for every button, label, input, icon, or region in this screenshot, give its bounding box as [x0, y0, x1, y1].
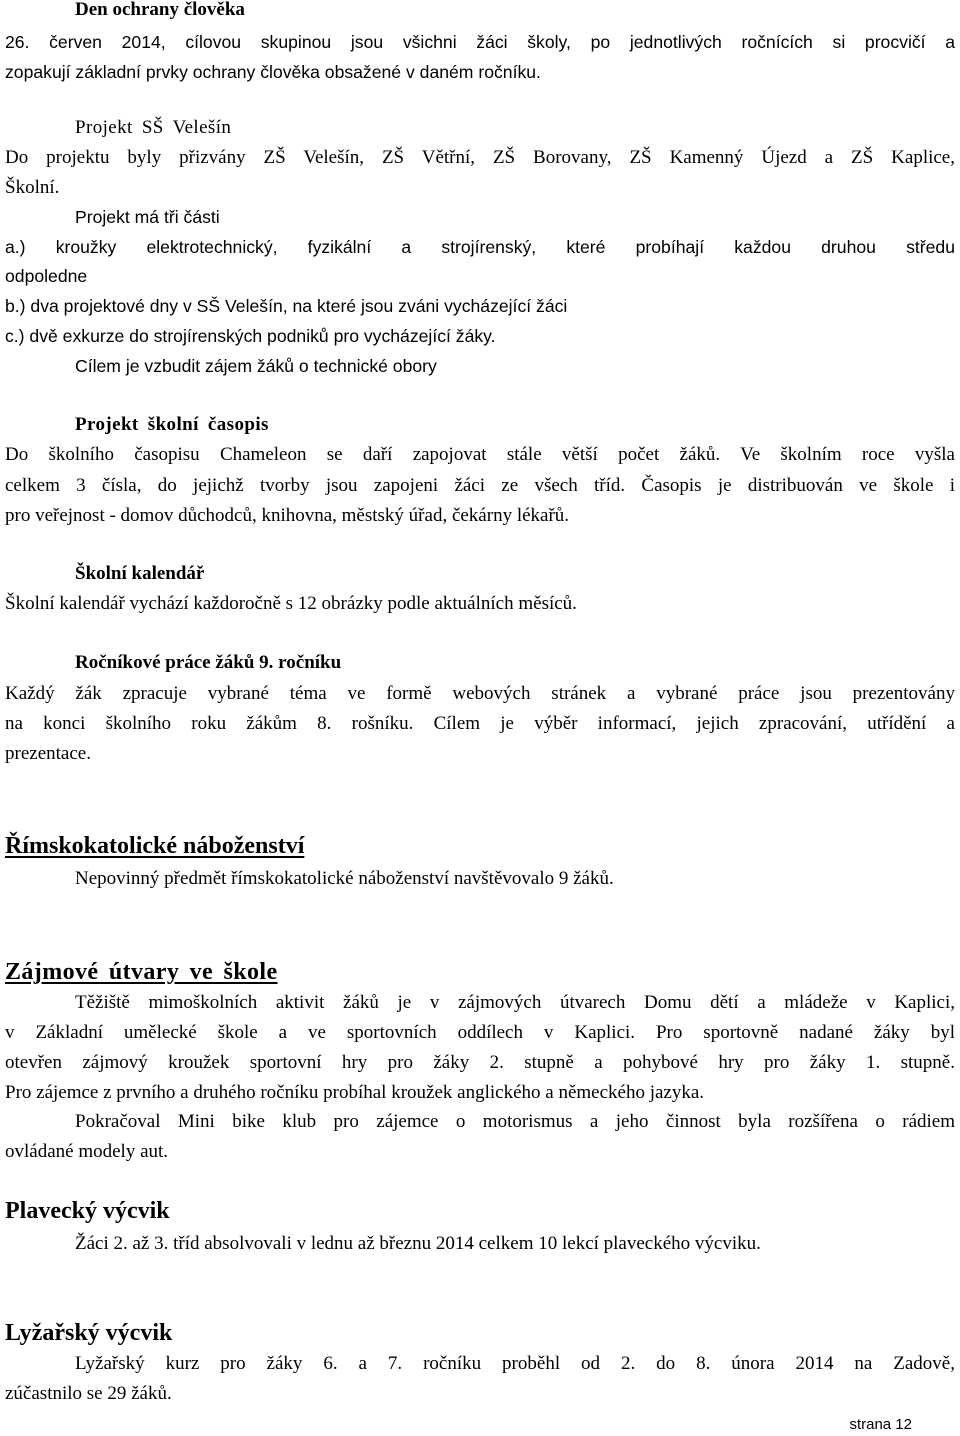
- heading-lyzarsky: Lyžařský výcvik: [5, 1320, 173, 1346]
- zajmove-line-2: v Základní umělecké škole a ve sportovních oddílech v Kaplici. Pro sportovně nadané žáky byl: [5, 1022, 955, 1043]
- heading-projekt-ss: Projekt SŠ Velešín: [75, 117, 232, 138]
- rocnikove-line-2: na konci školního roku žákům 8. rošníku. Cílem je výběr informací, jejich zpracování, utřídění a: [5, 713, 955, 734]
- projekt-ss-line-2: Školní.: [5, 177, 60, 198]
- projekt-part-b: b.) dva projektové dny v SŠ Velešín, na které jsou zváni vycházející žáci: [5, 296, 568, 316]
- projekt-part-c: c.) dvě exkurze do strojírenských podniků pro vycházející žáky.: [5, 326, 496, 346]
- lyzarsky-line-2: zúčastnilo se 29 žáků.: [5, 1383, 172, 1404]
- zajmove-line-3: otevřen zájmový kroužek sportovní hry pro žáky 2. stupně a pohybové hry pro žáky 1. stupně.: [5, 1052, 955, 1073]
- projekt-part-a-line-1: a.) kroužky elektrotechnický, fyzikální a strojírenský, které probíhají každou druhou středu: [5, 237, 955, 257]
- zajmove-line-6: ovládané modely aut.: [5, 1141, 169, 1162]
- zajmove-line-4: Pro zájemce z prvního a druhého ročníku probíhal kroužek anglického a německého jazyka.: [5, 1082, 705, 1103]
- den-ochrany-line-1: 26. červen 2014, cílovou skupinou jsou všichni žáci školy, po jednotlivých ročnících si procvičí a: [5, 32, 955, 52]
- rocnikove-line-3: prezentace.: [5, 743, 91, 764]
- page-number: strana 12: [849, 1416, 912, 1433]
- casopis-line-3: pro veřejnost - domov důchodců, knihovna, městský úřad, čekárny lékařů.: [5, 505, 570, 526]
- projekt-parts-intro: Projekt má tři části: [75, 207, 220, 227]
- projekt-ss-line-1: Do projektu byly přizvány ZŠ Velešín, ZŠ Větřní, ZŠ Borovany, ZŠ Kamenný Újezd a ZŠ Kaplice,: [5, 147, 955, 168]
- heading-den-ochrany: Den ochrany člověka: [75, 0, 245, 20]
- kalendar-line: Školní kalendář vychází každoročně s 12 obrázky podle aktuálních měsíců.: [5, 593, 577, 614]
- heading-zajmove: Zájmové útvary ve škole: [5, 959, 278, 985]
- plavecky-line: Žáci 2. až 3. tříd absolvovali v lednu až březnu 2014 celkem 10 lekcí plaveckého výcviku.: [75, 1233, 761, 1254]
- zajmove-line-5: Pokračoval Mini bike klub pro zájemce o motorismus a jeho činnost byla rozšířena o rádiem: [75, 1111, 955, 1132]
- casopis-line-2: celkem 3 čísla, do jejichž tvorby jsou zapojeni žáci ze všech tříd. Časopis je distribuován ve škole i: [5, 475, 955, 496]
- zajmove-line-1: Těžiště mimoškolních aktivit žáků je v zájmových útvarech Domu dětí a mládeže v Kaplici,: [75, 992, 955, 1013]
- rocnikove-line-1: Každý žák zpracuje vybrané téma ve formě webových stránek a vybrané práce jsou prezentovány: [5, 683, 955, 704]
- heading-casopis: Projekt školní časopis: [75, 414, 269, 435]
- heading-plavecky: Plavecký výcvik: [5, 1198, 170, 1224]
- heading-kalendar: Školní kalendář: [75, 563, 205, 584]
- projekt-part-a-line-2: odpoledne: [5, 266, 88, 286]
- casopis-line-1: Do školního časopisu Chameleon se daří zapojovat stále větší počet žáků. Ve školním roce vyšla: [5, 444, 955, 465]
- nabozenstvi-line: Nepovinný předmět římskokatolické náboženství navštěvovalo 9 žáků.: [75, 868, 614, 889]
- heading-nabozenstvi: Římskokatolické náboženství: [5, 833, 305, 859]
- lyzarsky-line-1: Lyžařský kurz pro žáky 6. a 7. ročníku proběhl od 2. do 8. února 2014 na Zadově,: [75, 1353, 955, 1374]
- heading-rocnikove: Ročníkové práce žáků 9. ročníku: [75, 652, 342, 673]
- projekt-goal: Cílem je vzbudit zájem žáků o technické obory: [75, 356, 437, 376]
- den-ochrany-line-2: zopakují základní prvky ochrany člověka obsažené v daném ročníku.: [5, 62, 541, 82]
